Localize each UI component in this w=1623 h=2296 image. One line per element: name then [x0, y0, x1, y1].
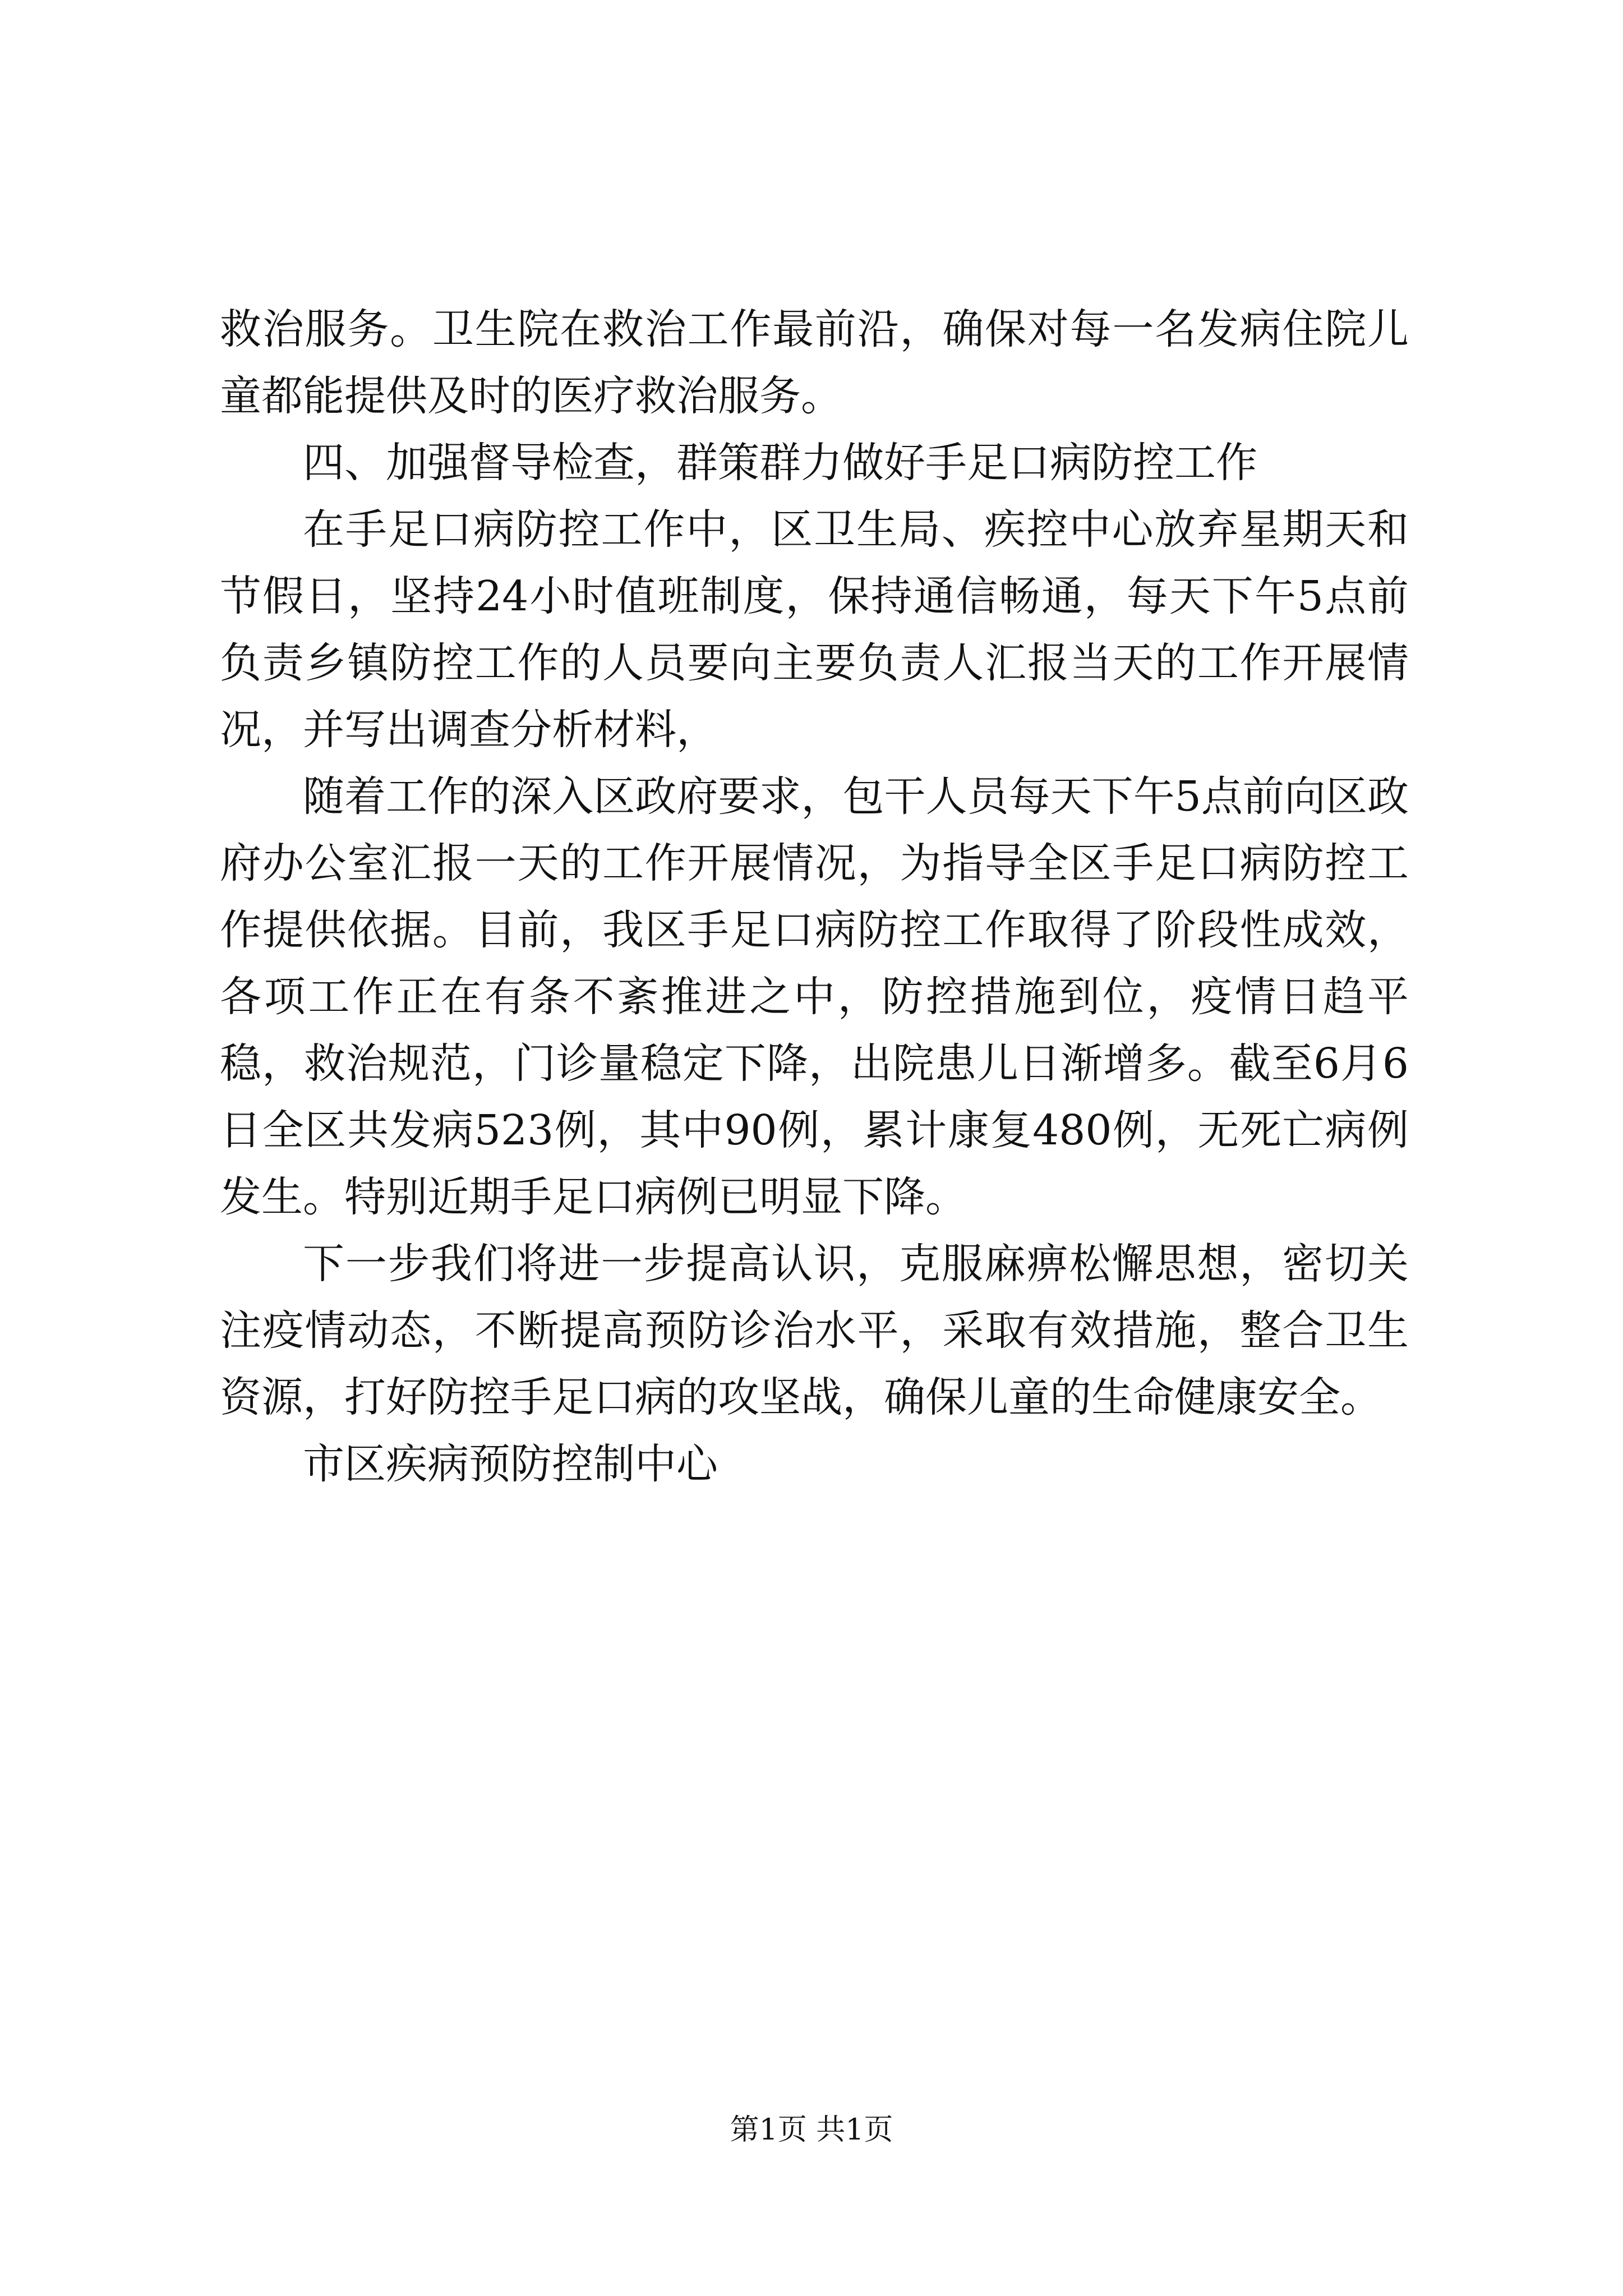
signature-line: 市区疾病预防控制中心 [303, 1440, 718, 1488]
document-body [220, 296, 1409, 1498]
paragraph: 下一步我们将进一步提高认识，克服麻痹松懈思想，密切关注疫情动态，不断提高预防诊治水平，采取有效措施，整合卫生资源，打好防控手足口病的攻坚战，确保儿童的生命健康安全。 [220, 1240, 1409, 1421]
paragraph: 救治服务。卫生院在救治工作最前沿，确保对每一名发病住院儿童都能提供及时的医疗救治服务。 [220, 305, 1409, 420]
paragraph: 在手足口病防控工作中，区卫生局、疾控中心放弃星期天和节假日，坚持24小时值班制度，保持通信畅通，每天下午5点前负责乡镇防控工作的人员要向主要负责人汇报当天的工作开展情况，并写出调查分析材料， [220, 505, 1409, 754]
paragraph: 随着工作的深入区政府要求，包干人员每天下午5点前向区政府办公室汇报一天的工作开展情况，为指导全区手足口病防控工作提供依据。目前，我区手足口病防控工作取得了阶段性成效，各项工作正在有条不紊推进之中，防控措施到位，疫情日趋平稳，救治规范，门诊量稳定下降，出院患儿日渐增多。截至6月6日全区共发病523例，其中90例，累计康复480例，无死亡病例发生。特别近期手足口病例已明显下降。 [220, 772, 1409, 1221]
section-heading: 四、加强督导检查，群策群力做好手足口病防控工作 [303, 439, 1257, 487]
page-number-footer: 第1页 共1页 [730, 2113, 893, 2147]
